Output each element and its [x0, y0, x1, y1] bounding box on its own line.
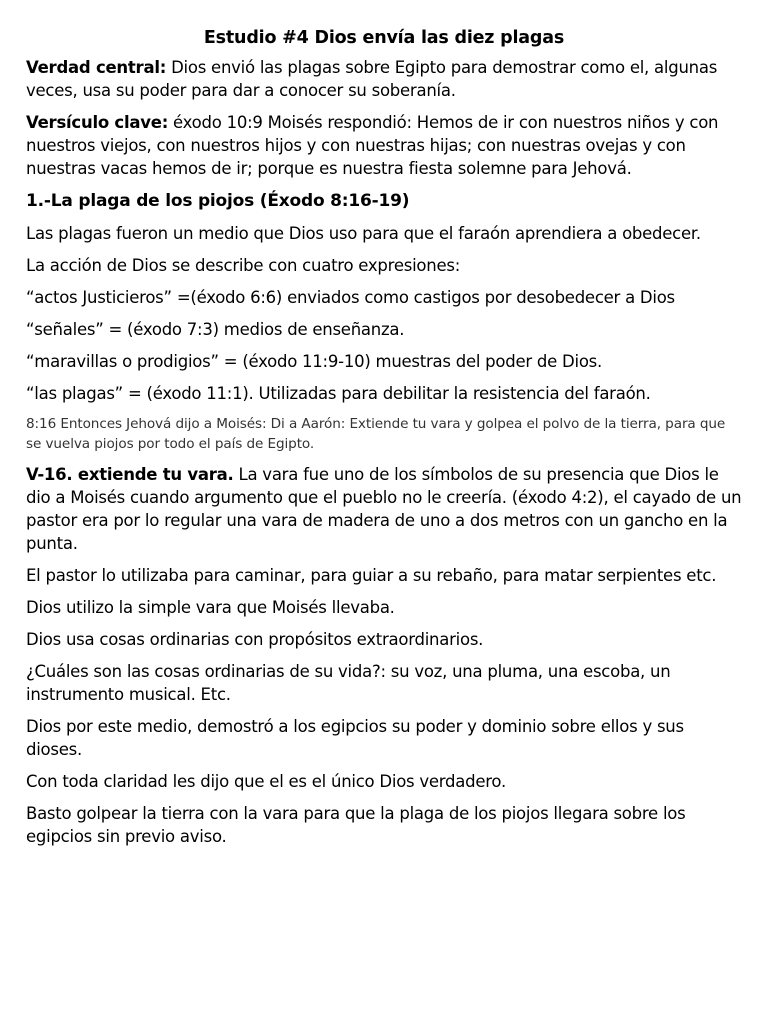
paragraph-12: Con toda claridad les dijo que el es el único Dios verdadero. [26, 772, 506, 791]
verse-quote: 8:16 Entonces Jehová dijo a Moisés: Di a Aarón: Extiende tu vara y golpea el polvo de la tierra, para que se vuelva piojos por todo el país de Egipto. [26, 416, 726, 452]
versiculo-clave-label: Versículo clave: [26, 113, 169, 132]
v16-paragraph [26, 463, 742, 555]
paragraph-3: “actos Justicieros” =(éxodo 6:6) enviados como castigos por desobedecer a Dios [26, 288, 675, 307]
paragraph-10: ¿Cuáles son las cosas ordinarias de su vida?: su voz, una pluma, una escoba, un instrumento musical. Etc. [26, 662, 671, 704]
paragraph-9: Dios usa cosas ordinarias con propósitos extraordinarios. [26, 630, 484, 649]
paragraph-8: Dios utilizo la simple vara que Moisés llevaba. [26, 598, 395, 617]
paragraph-5: “maravillas o prodigios” = (éxodo 11:9-10) muestras del poder de Dios. [26, 352, 603, 371]
versiculo-clave-text: éxodo 10:9 Moisés respondió: Hemos de ir con nuestros niños y con nuestros viejos, con nuestros hijos y con nuestras hijas; con nuestras ovejas y con nuestras vacas hemos de ir; porque es nuestra fiesta solemne para Jehová. [26, 113, 719, 178]
paragraph-6: “las plagas” = (éxodo 11:1). Utilizadas para debilitar la resistencia del faraón. [26, 384, 651, 403]
verdad-central-label: Verdad central: [26, 58, 167, 77]
paragraph-11: Dios por este medio, demostró a los egipcios su poder y dominio sobre ellos y sus dioses. [26, 717, 684, 759]
verdad-central-paragraph [26, 56, 742, 102]
paragraph-7: El pastor lo utilizaba para caminar, para guiar a su rebaño, para matar serpientes etc. [26, 566, 717, 585]
verdad-central-text: Dios envió las plagas sobre Egipto para demostrar como el, algunas veces, usa su poder para dar a conocer su soberanía. [26, 58, 718, 100]
v16-text: La vara fue uno de los símbolos de su presencia que Dios le dio a Moisés cuando argumento que el pueblo no le creería. (éxodo 4:2), el cayado de un pastor era por lo regular una vara de madera de uno a dos metros con un gancho en la punta. [26, 465, 742, 553]
paragraph-4: “señales” = (éxodo 7:3) medios de enseñanza. [26, 320, 405, 339]
versiculo-clave-paragraph [26, 111, 742, 180]
page-title: Estudio #4 Dios envía las diez plagas [203, 28, 565, 48]
section-heading-1: 1.-La plaga de los piojos (Éxodo 8:16-19) [26, 191, 410, 211]
paragraph-13: Basto golpear la tierra con la vara para que la plaga de los piojos llegara sobre los egipcios sin previo aviso. [26, 804, 686, 846]
paragraph-1: Las plagas fueron un medio que Dios uso para que el faraón aprendiera a obedecer. [26, 224, 701, 243]
paragraph-2: La acción de Dios se describe con cuatro expresiones: [26, 256, 461, 275]
v16-label: V-16. extiende tu vara. [26, 465, 234, 484]
